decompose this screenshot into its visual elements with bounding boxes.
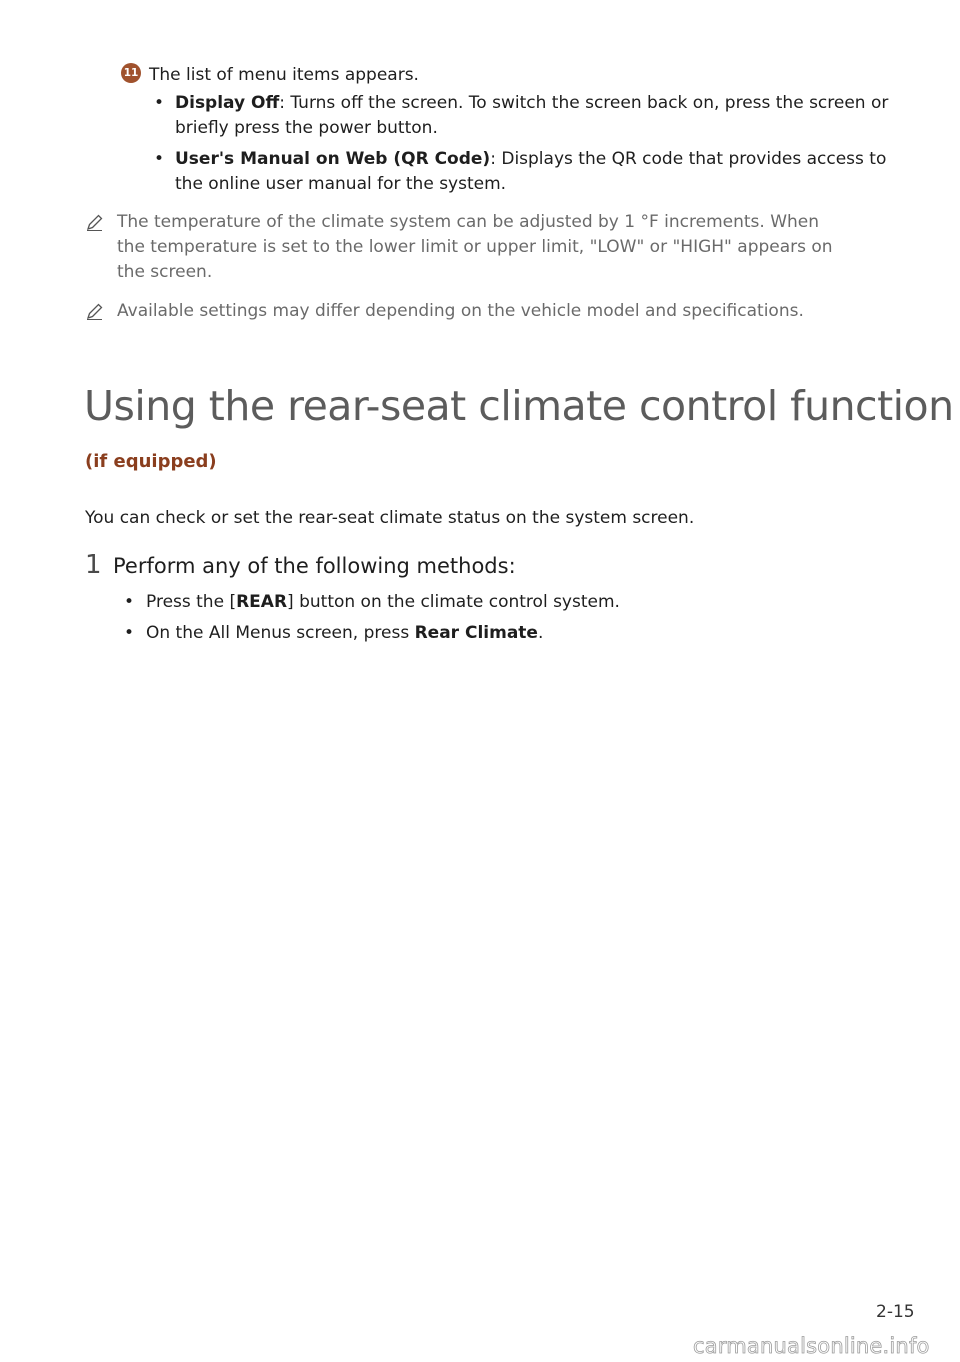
note-temperature xyxy=(85,210,845,285)
bullet-rear-climate xyxy=(124,621,864,646)
bullet-term: Display Off xyxy=(175,93,280,113)
section-title: Using the rear-seat climate control function xyxy=(84,382,954,430)
note-settings xyxy=(85,299,845,324)
callout-number-badge: 11 xyxy=(121,63,141,83)
bullet-dot: • xyxy=(154,149,165,169)
step-text: Perform any of the following methods: xyxy=(113,554,516,578)
section-intro: You can check or set the rear-seat climate status on the system screen. xyxy=(85,508,695,528)
section-subtitle: (if equipped) xyxy=(85,451,217,472)
bullet-dot: • xyxy=(124,592,135,612)
bullet-users-manual xyxy=(154,147,894,197)
bullet-display-off xyxy=(154,91,894,141)
bullet-text-before: Press the [ xyxy=(146,592,237,612)
bullet-dot: • xyxy=(124,623,135,643)
bullet-term: User's Manual on Web (QR Code) xyxy=(175,149,491,169)
bullet-text-before: On the All Menus screen, press xyxy=(146,623,415,643)
pencil-note-icon xyxy=(85,212,105,232)
step-1 xyxy=(85,549,516,582)
bullet-desc: : Turns off the screen. To switch the screen back on, press the screen or briefly press the power button. xyxy=(175,93,889,138)
note-text: The temperature of the climate system can be adjusted by 1 °F increments. When the temperature is set to the lower limit or upper limit, "LOW" or "HIGH" appears on the screen. xyxy=(117,212,833,282)
bullet-text-after: ] button on the climate control system. xyxy=(287,592,620,612)
bullet-text-after: . xyxy=(537,623,544,643)
watermark: carmanualsonline.info xyxy=(693,1334,930,1358)
step-number: 1 xyxy=(85,550,102,580)
bullet-dot: • xyxy=(154,93,165,113)
bullet-rear-button xyxy=(124,590,864,615)
bullet-bold: REAR xyxy=(236,592,288,612)
pencil-note-icon xyxy=(85,301,105,321)
bullet-bold: Rear Climate xyxy=(414,623,538,643)
bullet-desc: : Displays the QR code that provides access to the online user manual for the system. xyxy=(175,149,887,194)
menu-item-callout xyxy=(121,63,419,87)
note-text: Available settings may differ depending on the vehicle model and specifications. xyxy=(117,301,804,321)
page-number: 2-15 xyxy=(876,1302,915,1322)
callout-text: The list of menu items appears. xyxy=(149,65,419,85)
